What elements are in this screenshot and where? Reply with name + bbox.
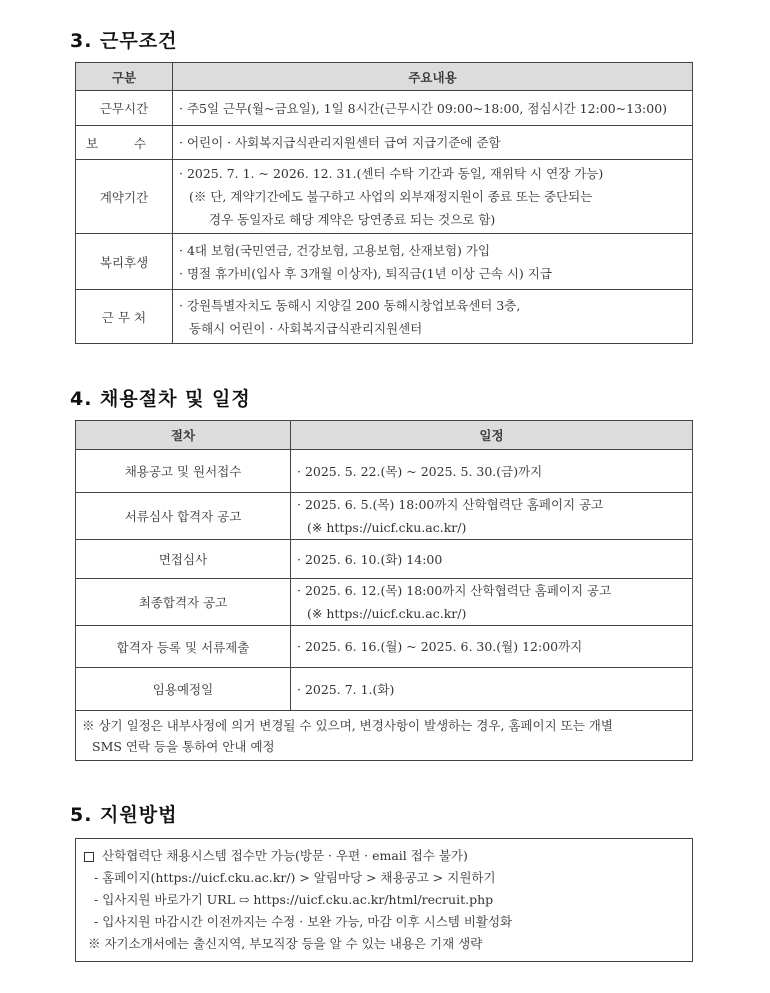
row-label: 합격자 등록 및 서류제출 <box>76 626 291 668</box>
table-row <box>76 91 693 126</box>
row-label: 계약기간 <box>76 160 173 234</box>
table-row <box>76 234 693 290</box>
table-row <box>76 126 693 160</box>
row-label: 보 수 <box>76 126 173 160</box>
header-procedure: 절차 <box>76 421 291 450</box>
row-label: 채용공고 및 원서접수 <box>76 450 291 493</box>
schedule-note: ※ 상기 일정은 내부사정에 의거 변경될 수 있으며, 변경사항이 발생하는 경우, 홈페이지 또는 개별 SMS 연락 등을 통하여 안내 예정 <box>76 711 693 761</box>
header-category: 구분 <box>76 63 173 91</box>
row-content: · 2025. 7. 1.(화) <box>291 668 693 711</box>
checkbox-square-icon <box>84 852 94 862</box>
row-label: 면접심사 <box>76 540 291 579</box>
row-label: 임용예정일 <box>76 668 291 711</box>
row-content: · 어린이 · 사회복지급식관리지원센터 급여 지급기준에 준함 <box>173 126 693 160</box>
row-label: 최종합격자 공고 <box>76 579 291 626</box>
row-content: · 2025. 5. 22.(목) ~ 2025. 5. 30.(금)까지 <box>291 450 693 493</box>
row-content: · 2025. 6. 5.(목) 18:00까지 산학협력단 홈페이지 공고 (※ https://uicf.cku.ac.kr/) <box>291 493 693 540</box>
header-content: 주요내용 <box>173 63 693 91</box>
table-row <box>76 450 693 493</box>
work-conditions-table <box>75 62 693 344</box>
row-content: · 2025. 6. 16.(월) ~ 2025. 6. 30.(월) 12:00까지 <box>291 626 693 668</box>
section5-title: 5. 지원방법 <box>70 804 178 826</box>
section3-title: 3. 근무조건 <box>70 30 178 52</box>
row-label: 근무시간 <box>76 91 173 126</box>
row-content: · 2025. 6. 12.(목) 18:00까지 산학협력단 홈페이지 공고 (※ https://uicf.cku.ac.kr/) <box>291 579 693 626</box>
row-label: 복리후생 <box>76 234 173 290</box>
header-schedule: 일정 <box>291 421 693 450</box>
row-content: · 주5일 근무(월~금요일), 1일 8시간(근무시간 09:00~18:00, 점심시간 12:00~13:00) <box>173 91 693 126</box>
application-note-line: ※ 자기소개서에는 출신지역, 부모직장 등을 알 수 있는 내용은 기재 생략 <box>88 936 483 951</box>
application-detail-line: - 입사지원 마감시간 이전까지는 수정 · 보완 가능, 마감 이후 시스템 비활성화 <box>94 914 513 929</box>
table-row <box>76 668 693 711</box>
row-content: · 2025. 6. 10.(화) 14:00 <box>291 540 693 579</box>
table-row <box>76 160 693 234</box>
table-row <box>76 626 693 668</box>
table-row <box>76 579 693 626</box>
row-content: · 2025. 7. 1. ~ 2026. 12. 31.(센터 수탁 기간과 동일, 재위탁 시 연장 가능) (※ 단, 계약기간에도 불구하고 사업의 외부재정지원이 종료 또는 중단되는 경우 동일자로 해당 계약은 당연종료 되는 것으로 함) <box>173 160 693 234</box>
section4-title: 4. 채용절차 및 일정 <box>70 388 251 410</box>
row-content: · 강원특별자치도 동해시 지양길 200 동해시창업보육센터 3층, 동해시 어린이 · 사회복지급식관리지원센터 <box>173 290 693 344</box>
row-content: · 4대 보험(국민연금, 건강보험, 고용보험, 산재보험) 가입 · 명절 휴가비(입사 후 3개월 이상자), 퇴직금(1년 이상 근속 시) 지급 <box>173 234 693 290</box>
application-detail-line: - 입사지원 바로가기 URL ⇨ https://uicf.cku.ac.kr/html/recruit.php <box>94 892 494 907</box>
application-method-box <box>75 838 693 962</box>
row-label: 근 무 처 <box>76 290 173 344</box>
row-label: 서류심사 합격자 공고 <box>76 493 291 540</box>
application-main-line: 산학협력단 채용시스템 접수만 가능(방문 · 우편 · email 접수 불가) <box>84 845 684 867</box>
recruitment-schedule-table <box>75 420 693 761</box>
table-row <box>76 540 693 579</box>
application-detail-line: - 홈페이지(https://uicf.cku.ac.kr/) > 알림마당 > 채용공고 > 지원하기 <box>94 870 496 885</box>
table-row <box>76 493 693 540</box>
schedule-note-row <box>76 711 693 761</box>
table-row <box>76 290 693 344</box>
